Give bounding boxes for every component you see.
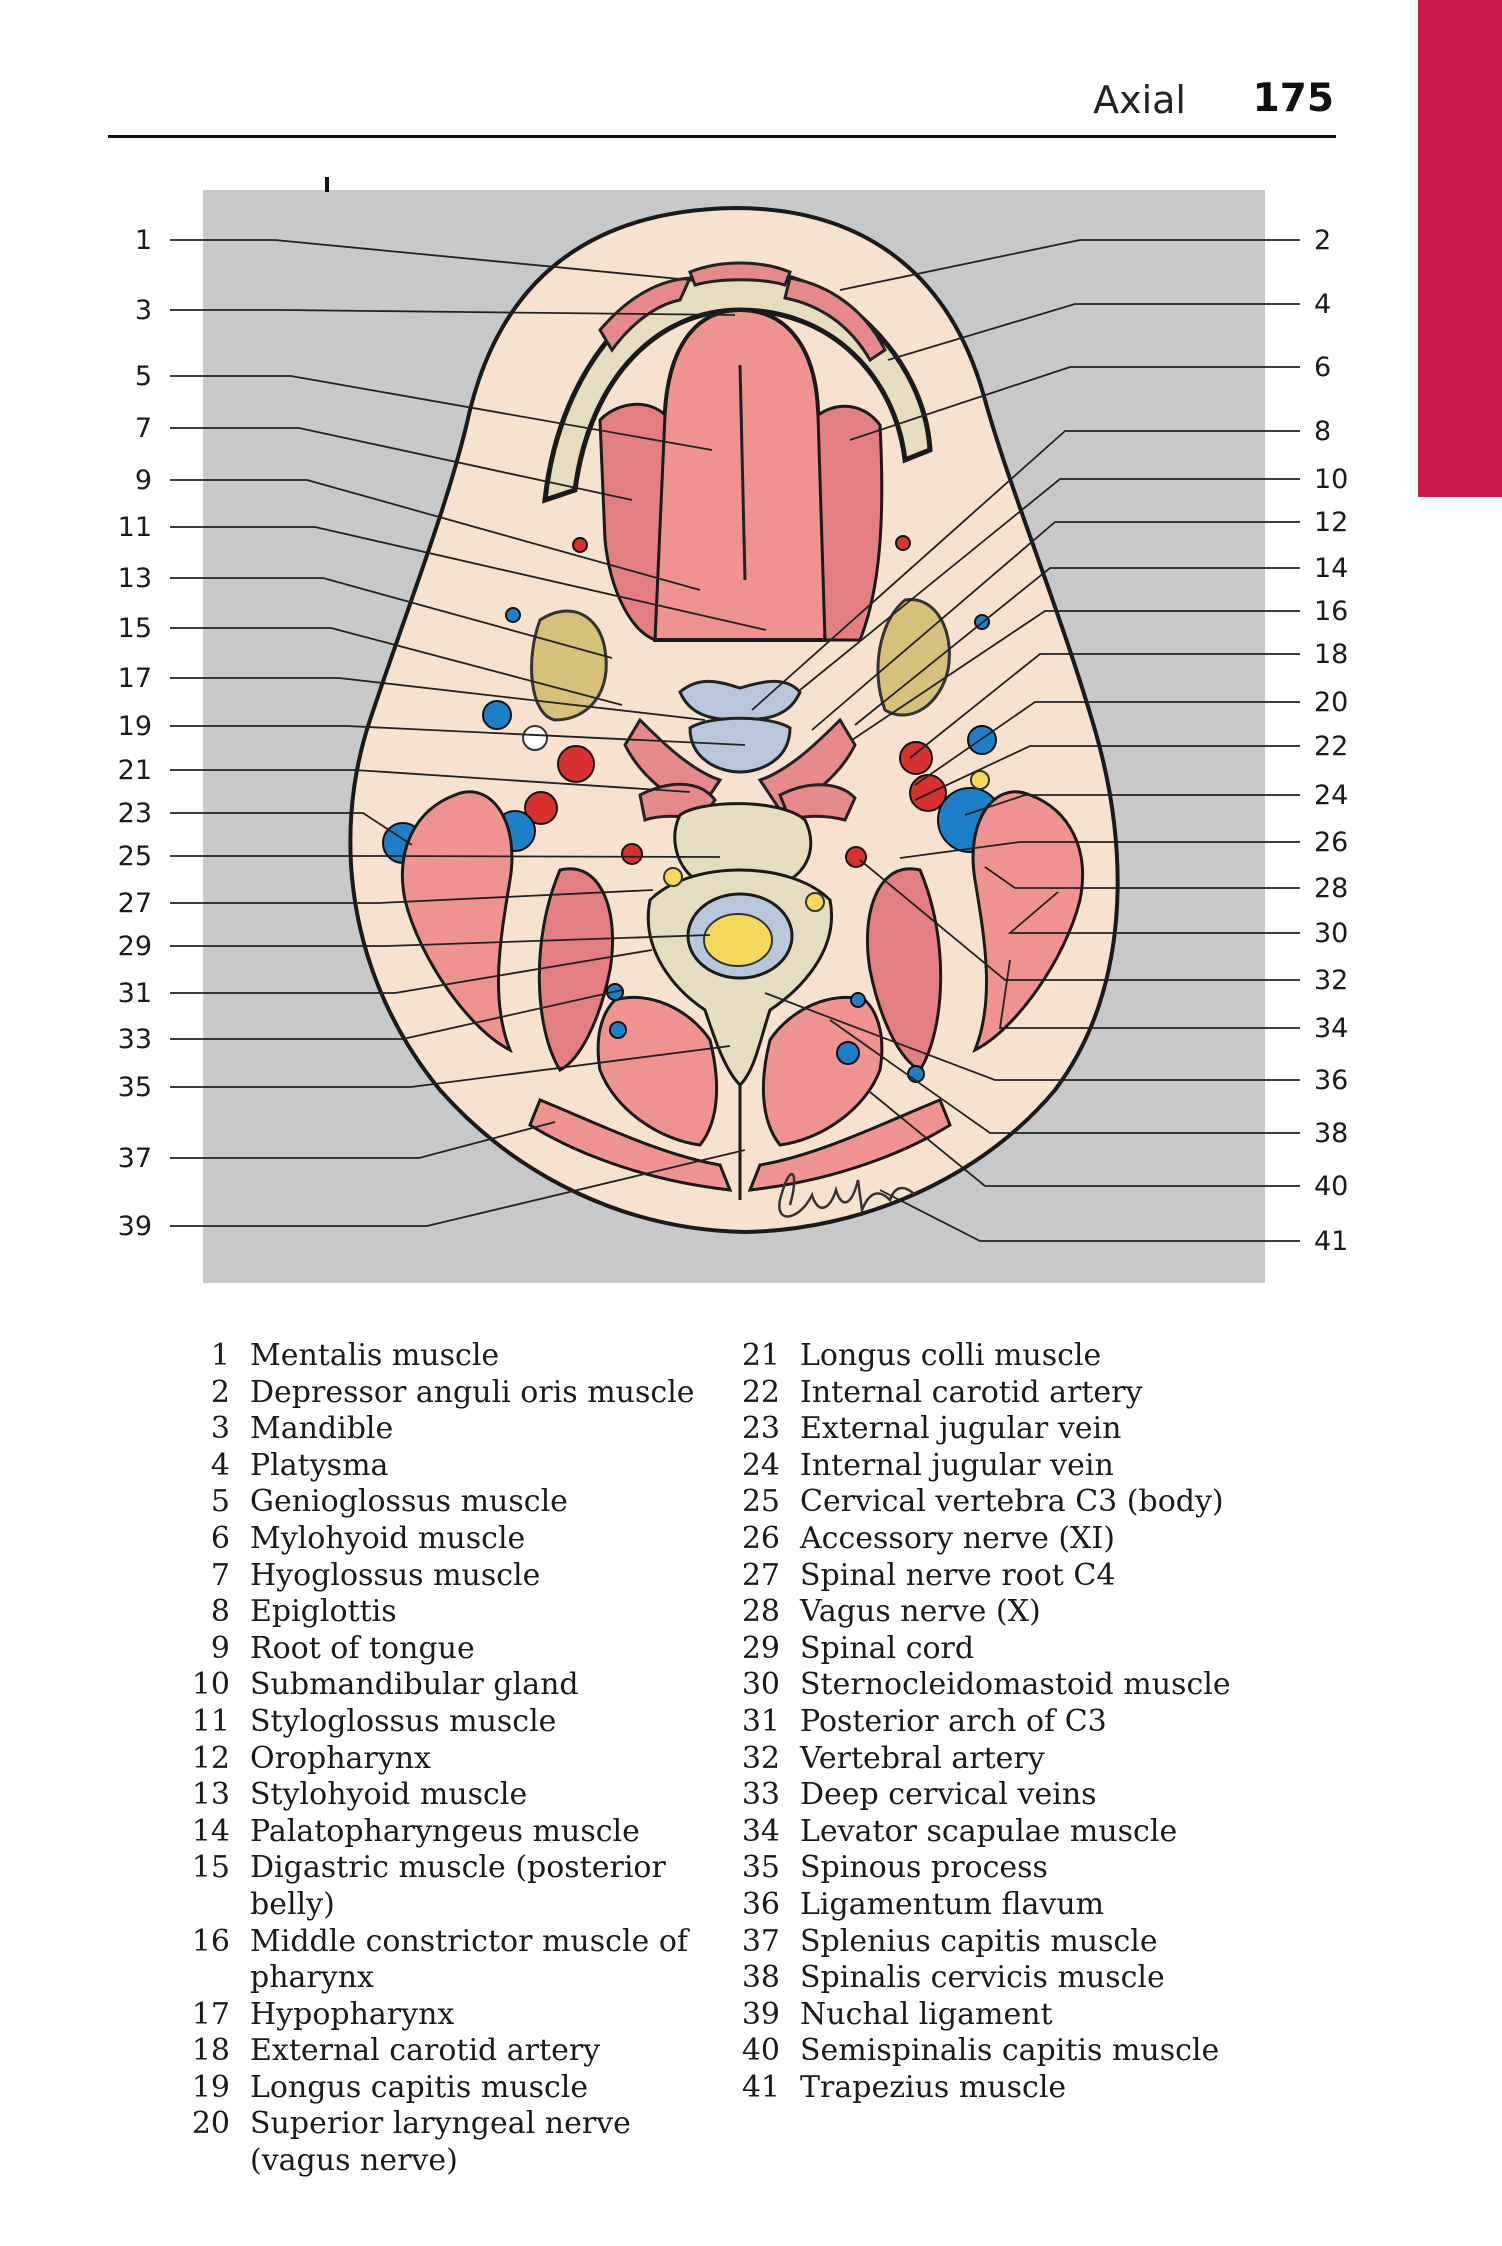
legend-number: 33 bbox=[741, 1777, 780, 1813]
legend-item-7 bbox=[180, 1558, 720, 1595]
legend-left-column bbox=[180, 1338, 720, 2180]
legend-item-38 bbox=[730, 1960, 1290, 1997]
legend-item-30 bbox=[730, 1667, 1290, 1704]
figure-label-36: 36 bbox=[1314, 1065, 1349, 1096]
legend-item-29 bbox=[730, 1631, 1290, 1668]
legend-item-18 bbox=[180, 2033, 720, 2070]
legend-text: Posterior arch of C3 bbox=[800, 1703, 1107, 1739]
legend-number: 25 bbox=[741, 1484, 780, 1520]
legend-item-32 bbox=[730, 1741, 1290, 1778]
figure-label-33: 33 bbox=[117, 1024, 152, 1055]
figure-label-14: 14 bbox=[1314, 553, 1349, 584]
legend-text: Spinous process bbox=[800, 1850, 1048, 1886]
legend-number: 37 bbox=[741, 1923, 780, 1959]
legend-text: Oropharynx bbox=[250, 1740, 431, 1776]
figure-label-7: 7 bbox=[134, 413, 152, 444]
legend-number: 14 bbox=[191, 1813, 230, 1849]
legend-item-36 bbox=[730, 1887, 1290, 1924]
figure-label-11: 11 bbox=[117, 512, 152, 543]
figure-label-35: 35 bbox=[117, 1072, 152, 1103]
figure-label-32: 32 bbox=[1314, 965, 1349, 996]
legend-item-37 bbox=[730, 1924, 1290, 1961]
figure-label-2: 2 bbox=[1314, 225, 1332, 256]
legend-number: 20 bbox=[191, 2106, 230, 2142]
legend-item-24 bbox=[730, 1448, 1290, 1485]
legend-number: 17 bbox=[191, 1996, 230, 2032]
axial-section-illustration bbox=[0, 160, 1502, 1300]
legend-number: 24 bbox=[741, 1447, 780, 1483]
figure-label-10: 10 bbox=[1314, 464, 1349, 495]
legend-number: 18 bbox=[191, 2033, 230, 2069]
figure-label-28: 28 bbox=[1314, 873, 1349, 904]
figure-label-8: 8 bbox=[1314, 416, 1332, 447]
legend-text: Depressor anguli oris muscle bbox=[250, 1374, 695, 1410]
legend-text: Nuchal ligament bbox=[800, 1996, 1053, 2032]
legend-number: 16 bbox=[191, 1923, 230, 1959]
legend-item-13 bbox=[180, 1777, 720, 1814]
legend-text: Longus capitis muscle bbox=[250, 2069, 589, 2105]
legend-text: Levator scapulae muscle bbox=[800, 1813, 1178, 1849]
legend-text: Internal jugular vein bbox=[800, 1447, 1114, 1483]
legend-number: 27 bbox=[741, 1557, 780, 1593]
legend-item-17 bbox=[180, 1997, 720, 2034]
legend-number: 30 bbox=[741, 1667, 780, 1703]
figure-label-31: 31 bbox=[117, 978, 152, 1009]
header-rule bbox=[108, 135, 1336, 138]
figure-label-15: 15 bbox=[117, 613, 152, 644]
figure-label-18: 18 bbox=[1314, 639, 1349, 670]
figure-label-9: 9 bbox=[134, 465, 152, 496]
legend-number: 4 bbox=[210, 1447, 230, 1483]
legend-item-6 bbox=[180, 1521, 720, 1558]
legend-item-39 bbox=[730, 1997, 1290, 2034]
legend-item-3 bbox=[180, 1411, 720, 1448]
legend-number: 3 bbox=[210, 1411, 230, 1447]
legend-text: Trapezius muscle bbox=[800, 2069, 1067, 2105]
legend-text: Internal carotid artery bbox=[800, 1374, 1143, 1410]
legend-number: 23 bbox=[741, 1411, 780, 1447]
legend-number: 13 bbox=[191, 1777, 230, 1813]
legend-text: Submandibular gland bbox=[250, 1667, 579, 1703]
legend-text: Root of tongue bbox=[250, 1630, 475, 1666]
figure-label-37: 37 bbox=[117, 1143, 152, 1174]
right-labels bbox=[1314, 225, 1348, 1257]
figure-label-27: 27 bbox=[117, 888, 152, 919]
figure-label-22: 22 bbox=[1314, 731, 1349, 762]
legend-text: Mentalis muscle bbox=[250, 1338, 500, 1373]
legend-text: Splenius capitis muscle bbox=[800, 1923, 1158, 1959]
legend-item-20 bbox=[180, 2106, 720, 2179]
tongue-shape bbox=[653, 310, 827, 640]
running-head bbox=[108, 72, 1334, 134]
figure-label-38: 38 bbox=[1314, 1118, 1349, 1149]
legend-text: Cervical vertebra C3 (body) bbox=[800, 1484, 1224, 1520]
legend-number: 26 bbox=[741, 1520, 780, 1556]
figure-label-24: 24 bbox=[1314, 780, 1349, 811]
legend-text: Digastric muscle (posterior belly) bbox=[250, 1850, 666, 1922]
legend-number: 10 bbox=[191, 1667, 230, 1703]
legend-item-15 bbox=[180, 1850, 720, 1923]
legend-text: Ligamentum flavum bbox=[800, 1886, 1105, 1922]
legend-text: Sternocleidomastoid muscle bbox=[800, 1667, 1231, 1703]
legend-number: 41 bbox=[741, 2069, 780, 2105]
figure-label-41: 41 bbox=[1314, 1226, 1349, 1257]
figure-label-26: 26 bbox=[1314, 827, 1349, 858]
legend-number: 5 bbox=[210, 1484, 230, 1520]
legend-item-25 bbox=[730, 1484, 1290, 1521]
legend-item-8 bbox=[180, 1594, 720, 1631]
legend-number: 1 bbox=[210, 1338, 230, 1373]
anatomical-figure bbox=[0, 160, 1502, 1300]
figure-label-6: 6 bbox=[1314, 352, 1332, 383]
legend-text: Deep cervical veins bbox=[800, 1777, 1097, 1813]
legend-number: 6 bbox=[210, 1520, 230, 1556]
legend-item-27 bbox=[730, 1558, 1290, 1595]
legend-number: 39 bbox=[741, 1996, 780, 2032]
legend-item-1 bbox=[180, 1338, 720, 1375]
legend-number: 9 bbox=[210, 1630, 230, 1666]
figure-label-17: 17 bbox=[117, 663, 152, 694]
legend-text: Spinalis cervicis muscle bbox=[800, 1960, 1165, 1996]
legend-number: 38 bbox=[741, 1960, 780, 1996]
legend-number: 2 bbox=[210, 1374, 230, 1410]
legend-number: 19 bbox=[191, 2069, 230, 2105]
figure-label-25: 25 bbox=[117, 841, 152, 872]
legend-text: Longus colli muscle bbox=[800, 1338, 1102, 1373]
legend-item-4 bbox=[180, 1448, 720, 1485]
legend-item-34 bbox=[730, 1814, 1290, 1851]
legend-item-19 bbox=[180, 2070, 720, 2107]
legend-item-16 bbox=[180, 1924, 720, 1997]
figure-label-16: 16 bbox=[1314, 596, 1349, 627]
legend-text: External jugular vein bbox=[800, 1411, 1122, 1447]
page-number: 175 bbox=[1252, 76, 1334, 121]
legend-item-9 bbox=[180, 1631, 720, 1668]
legend-text: Vagus nerve (X) bbox=[800, 1594, 1041, 1630]
legend-number: 32 bbox=[741, 1740, 780, 1776]
figure-label-40: 40 bbox=[1314, 1171, 1349, 1202]
legend-item-12 bbox=[180, 1741, 720, 1778]
legend-number: 12 bbox=[191, 1740, 230, 1776]
legend-text: Spinal nerve root C4 bbox=[800, 1557, 1116, 1593]
legend-item-10 bbox=[180, 1667, 720, 1704]
figure-label-19: 19 bbox=[117, 711, 152, 742]
legend-item-22 bbox=[730, 1375, 1290, 1412]
legend-item-11 bbox=[180, 1704, 720, 1741]
figure-label-12: 12 bbox=[1314, 507, 1349, 538]
legend-number: 28 bbox=[741, 1594, 780, 1630]
legend-number: 11 bbox=[191, 1703, 230, 1739]
legend-number: 8 bbox=[210, 1594, 230, 1630]
legend-text: Palatopharyngeus muscle bbox=[250, 1813, 640, 1849]
legend-item-23 bbox=[730, 1411, 1290, 1448]
legend-text: Hyoglossus muscle bbox=[250, 1557, 541, 1593]
legend-text: Mylohyoid muscle bbox=[250, 1520, 526, 1556]
figure-label-23: 23 bbox=[117, 798, 152, 829]
section-title: Axial bbox=[1093, 78, 1186, 122]
legend-number: 29 bbox=[741, 1630, 780, 1666]
legend-text: Semispinalis capitis muscle bbox=[800, 2033, 1220, 2069]
legend-text: Vertebral artery bbox=[800, 1740, 1045, 1776]
legend-number: 21 bbox=[741, 1338, 780, 1373]
figure-label-30: 30 bbox=[1314, 918, 1349, 949]
legend-item-41 bbox=[730, 2070, 1290, 2107]
legend-text: Accessory nerve (XI) bbox=[800, 1520, 1115, 1556]
legend-text: Platysma bbox=[250, 1447, 389, 1483]
figure-label-29: 29 bbox=[117, 931, 152, 962]
legend-item-35 bbox=[730, 1850, 1290, 1887]
legend-item-2 bbox=[180, 1375, 720, 1412]
figure-label-3: 3 bbox=[134, 295, 152, 326]
figure-label-34: 34 bbox=[1314, 1013, 1349, 1044]
legend-item-5 bbox=[180, 1484, 720, 1521]
legend-item-14 bbox=[180, 1814, 720, 1851]
legend-text: Superior laryngeal nerve (vagus nerve) bbox=[250, 2106, 631, 2179]
legend-text: Mandible bbox=[250, 1411, 394, 1447]
legend-right-column bbox=[730, 1338, 1290, 2106]
left-labels bbox=[118, 225, 152, 1242]
legend-number: 40 bbox=[741, 2033, 780, 2069]
figure-label-20: 20 bbox=[1314, 687, 1349, 718]
legend-text: Stylohyoid muscle bbox=[250, 1777, 528, 1813]
legend-text: Styloglossus muscle bbox=[250, 1703, 557, 1739]
legend-item-28 bbox=[730, 1594, 1290, 1631]
figure-label-1: 1 bbox=[134, 225, 152, 256]
legend-number: 34 bbox=[741, 1813, 780, 1849]
legend-text: Epiglottis bbox=[250, 1594, 397, 1630]
legend-text: External carotid artery bbox=[250, 2033, 601, 2069]
legend-number: 36 bbox=[741, 1886, 780, 1922]
figure-label-5: 5 bbox=[134, 361, 152, 392]
figure-label-39: 39 bbox=[117, 1211, 152, 1242]
legend-item-31 bbox=[730, 1704, 1290, 1741]
legend-item-26 bbox=[730, 1521, 1290, 1558]
legend-text: Genioglossus muscle bbox=[250, 1484, 568, 1520]
legend-item-40 bbox=[730, 2033, 1290, 2070]
legend-number: 7 bbox=[210, 1557, 230, 1593]
figure-label-4: 4 bbox=[1314, 289, 1332, 320]
legend-text: Spinal cord bbox=[800, 1630, 975, 1666]
legend-number: 31 bbox=[741, 1703, 780, 1739]
leader-line-25 bbox=[170, 856, 720, 857]
legend-number: 35 bbox=[741, 1850, 780, 1886]
legend-text: Hypopharynx bbox=[250, 1996, 455, 2032]
legend-text: Middle constrictor muscle of pharynx bbox=[250, 1923, 688, 1996]
figure-label-21: 21 bbox=[117, 755, 152, 786]
legend-number: 15 bbox=[191, 1850, 230, 1886]
figure-label-13: 13 bbox=[117, 563, 152, 594]
legend-number: 22 bbox=[741, 1374, 780, 1410]
legend-item-33 bbox=[730, 1777, 1290, 1814]
legend-item-21 bbox=[730, 1338, 1290, 1375]
